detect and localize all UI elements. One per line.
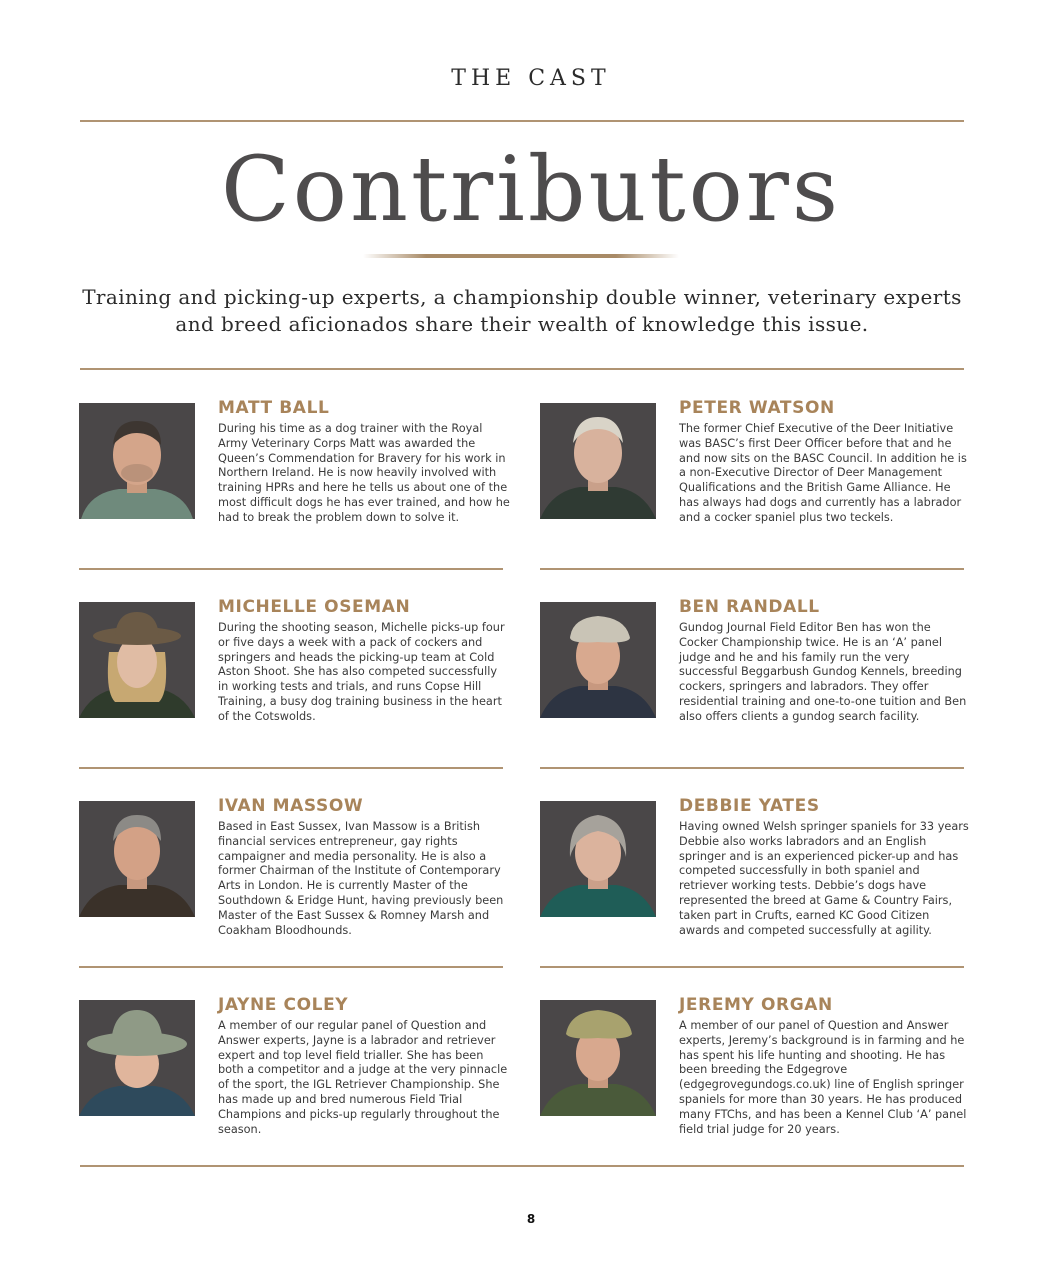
row-divider (79, 568, 503, 570)
contributor-bio: During his time as a dog trainer with the Royal Army Veterinary Corps Matt was awarded the Queen’s Commendation for Bravery for his work in Northern Ireland. He is now heavily involved with training HPRs and here he tells us about one of the most difficult dogs he has ever trained, and how he had to break the problem down to solve it. (218, 422, 510, 524)
page-title: Contributors (220, 137, 842, 242)
contributor-name: BEN RANDALL (679, 597, 820, 617)
page-number: 8 (526, 1212, 536, 1226)
contributor-name: MICHELLE OSEMAN (218, 597, 411, 617)
contributor-photo (540, 801, 656, 917)
contributor-bio: Based in East Sussex, Ivan Massow is a British financial services entrepreneur, gay rights campaigner and media personality. He is also a former Chairman of the Institute of Contemporary Arts in London. He is currently Master of the Southdown & Eridge Hunt, having previously been Master of the East Sussex & Romney Marsh and Coakham Bloodhounds. (218, 820, 504, 937)
intro-rule (80, 368, 964, 370)
contributor-name: JAYNE COLEY (218, 995, 349, 1015)
contributor-card-ivan-massow (79, 796, 519, 956)
bottom-rule (80, 1165, 964, 1167)
row-divider (79, 966, 503, 968)
contributor-photo (79, 602, 195, 718)
contributor-photo (540, 403, 656, 519)
contributor-name: DEBBIE YATES (679, 796, 820, 816)
row-divider (540, 767, 964, 769)
contributor-card-debbie-yates (540, 796, 980, 956)
contributor-name: MATT BALL (218, 398, 330, 418)
contributor-bio: The former Chief Executive of the Deer Initiative was BASC’s first Deer Officer before that and he and now sits on the BASC Council. In addition he is a non-Executive Director of Deer Management Qualifications and the British Game Alliance. He has always had dogs and currently has a labrador and a cocker spaniel plus two teckels. (679, 422, 967, 524)
contributor-name: JEREMY ORGAN (679, 995, 833, 1015)
contributor-photo (79, 403, 195, 519)
title-underline (363, 254, 679, 258)
contributor-bio: A member of our regular panel of Question and Answer experts, Jayne is a labrador and retriever expert and top level field trialler. She has been both a competitor and a judge at the very pinnacle of the sport, the IGL Retriever Championship. She has made up and bred numerous Field Trial Champions and picks-up regularly throughout the season. (218, 1019, 508, 1136)
contributor-photo (540, 602, 656, 718)
row-divider (540, 966, 964, 968)
contributor-name: IVAN MASSOW (218, 796, 364, 816)
contributor-bio: Gundog Journal Field Editor Ben has won the Cocker Championship twice. He is an ‘A’ panel judge and he and his family run the very successful Beggarbush Gundog Kennels, breeding cockers, springers and labradors. They offer residential training and one-to-one tuition and Ben also offers clients a gundog search facility. (679, 621, 967, 723)
contributor-bio: During the shooting season, Michelle picks-up four or five days a week with a pack of cockers and springers and heads the picking-up team at Cold Aston Shoot. She has also competed successfully in working tests and trials, and runs Copse Hill Training, a busy dog training business in the heart of the Cotswolds. (218, 621, 505, 723)
intro-text: Training and picking-up experts, a championship double winner, veterinary experts and breed aficionados share their wealth of knowledge this issue. (82, 285, 962, 336)
section-kicker: THE CAST (451, 66, 611, 91)
contributor-card-jeremy-organ (540, 995, 980, 1155)
top-rule (80, 120, 964, 122)
contributor-bio: Having owned Welsh springer spaniels for 33 years Debbie also works labradors and an English springer and is an experienced picker-up and has competed successfully in both spaniel and retriever working tests. Debbie’s dogs have represented the breed at Game & Country Fairs, taken part in Crufts, earned KC Good Citizen awards and competed successfully at agility. (679, 820, 969, 937)
contributor-card-michelle-oseman (79, 597, 519, 757)
contributor-photo (79, 801, 195, 917)
contributor-card-ben-randall (540, 597, 980, 757)
contributor-name: PETER WATSON (679, 398, 835, 418)
contributor-card-jayne-coley (79, 995, 519, 1155)
row-divider (79, 767, 503, 769)
contributor-card-peter-watson (540, 398, 980, 558)
contributor-bio: A member of our panel of Question and Answer experts, Jeremy’s background is in farming and he has spent his life hunting and shooting. He has been breeding the Edgegrove (edgegrovegundogs.co.uk) line of English springer spaniels for more than 30 years. He has produced many FTChs, and has been a Kennel Club ‘A’ panel field trial judge for 20 years. (679, 1019, 967, 1136)
contributor-photo (540, 1000, 656, 1116)
contributor-card-matt-ball (79, 398, 519, 558)
contributor-photo (79, 1000, 195, 1116)
row-divider (540, 568, 964, 570)
